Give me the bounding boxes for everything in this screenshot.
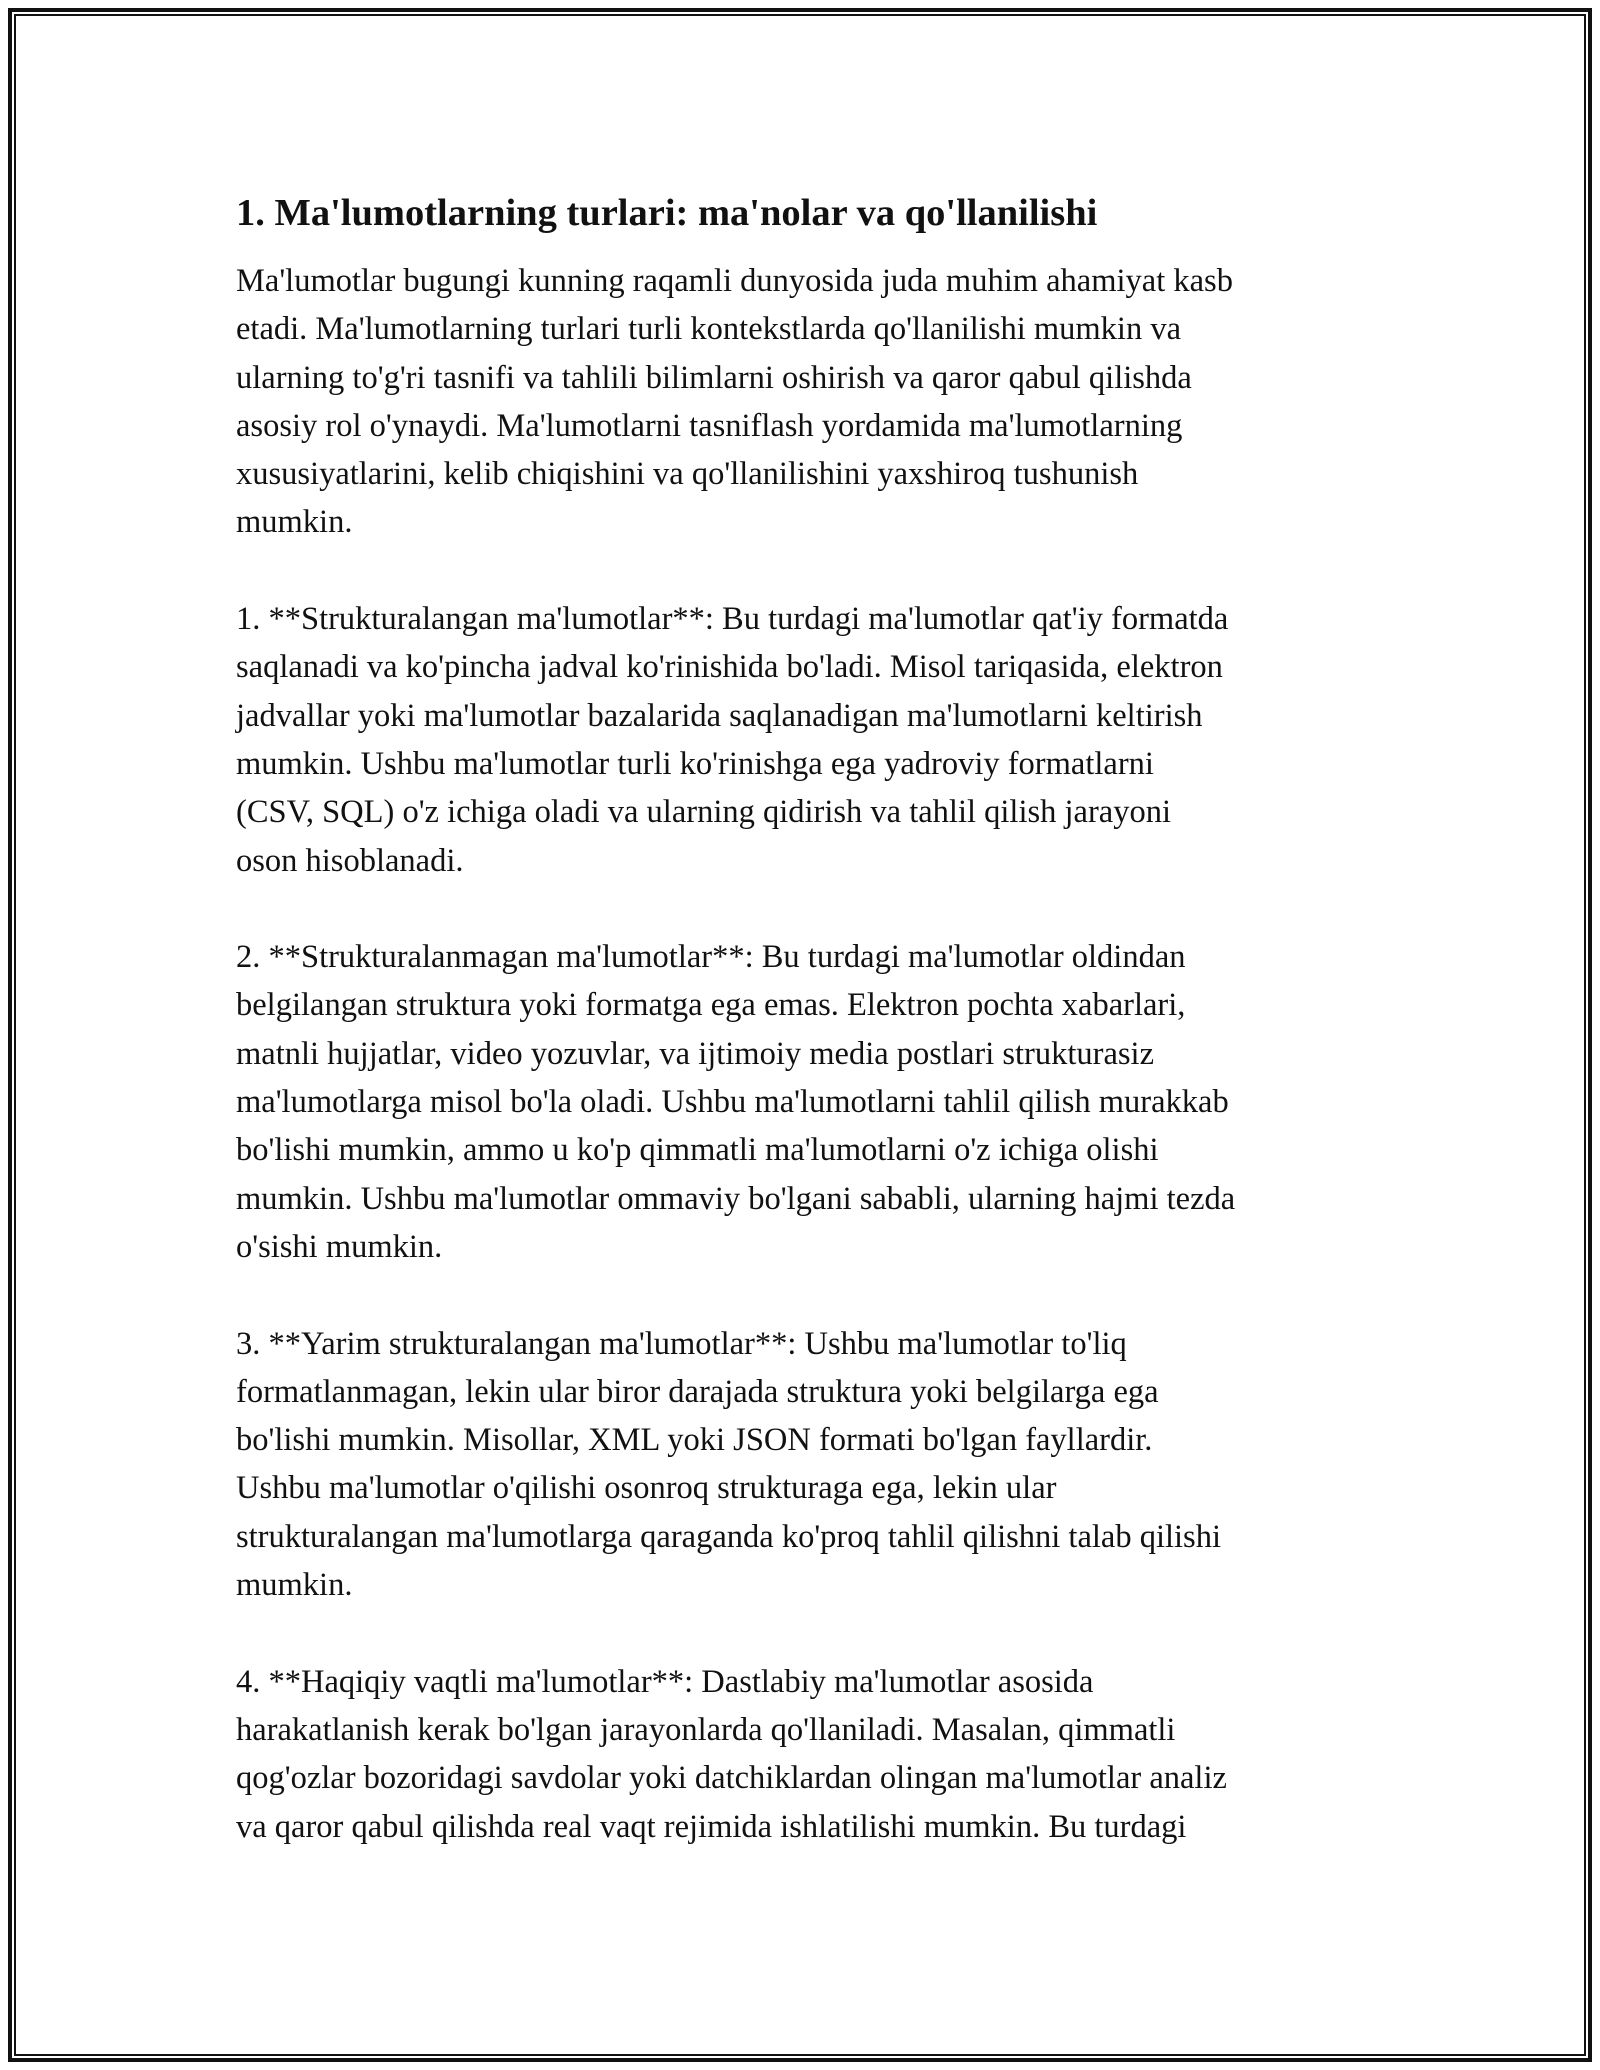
text-line: mumkin. xyxy=(236,1567,353,1604)
text-line: bo'lishi mumkin. Misollar, XML yoki JSON formati bo'lgan fayllardir. xyxy=(236,1422,1153,1459)
text-line: o'sishi mumkin. xyxy=(236,1228,443,1265)
text-line: saqlanadi va ko'pincha jadval ko'rinishida bo'ladi. Misol tariqasida, elektron xyxy=(236,649,1223,686)
document-body xyxy=(236,185,1376,1899)
text-line: etadi. Ma'lumotlarning turlari turli kontekstlarda qo'llanilishi mumkin va xyxy=(236,311,1182,348)
paragraph-semi-structured-data xyxy=(236,1320,1376,1610)
text-line: jadvallar yoki ma'lumotlar bazalarida saqlanadigan ma'lumotlarni keltirish xyxy=(236,697,1203,734)
paragraph-unstructured-data xyxy=(236,933,1376,1271)
paragraph-real-time-data xyxy=(236,1658,1376,1851)
text-line: 4. **Haqiqiy vaqtli ma'lumotlar**: Dastlabiy ma'lumotlar asosida xyxy=(236,1663,1094,1700)
paragraph-intro xyxy=(236,257,1376,547)
text-line: xususiyatlarini, kelib chiqishini va qo'llanilishini yaxshiroq tushunish xyxy=(236,456,1139,493)
text-line: (CSV, SQL) o'z ichiga oladi va ularning qidirish va tahlil qilish jarayoni xyxy=(236,794,1171,831)
text-line: matnli hujjatlar, video yozuvlar, va ijtimoiy media postlari strukturasiz xyxy=(236,1035,1155,1072)
paragraph-structured-data xyxy=(236,595,1376,885)
text-line: ma'lumotlarga misol bo'la oladi. Ushbu ma'lumotlarni tahlil qilish murakkab xyxy=(236,1084,1229,1121)
text-line: asosiy rol o'ynaydi. Ma'lumotlarni tasniflash yordamida ma'lumotlarning xyxy=(236,407,1183,444)
text-line: belgilangan struktura yoki formatga ega emas. Elektron pochta xabarlari, xyxy=(236,987,1186,1024)
text-line: qog'ozlar bozoridagi savdolar yoki datchiklardan olingan ma'lumotlar analiz xyxy=(236,1760,1227,1797)
text-line: formatlanmagan, lekin ular biror darajada struktura yoki belgilarga ega xyxy=(236,1373,1159,1410)
text-line: va qaror qabul qilishda real vaqt rejimida ishlatilishi mumkin. Bu turdagi xyxy=(236,1808,1187,1845)
text-line: Ushbu ma'lumotlar o'qilishi osonroq strukturaga ega, lekin ular xyxy=(236,1470,1057,1507)
page-title: 1. Ma'lumotlarning turlari: ma'nolar va qo'llanilishi xyxy=(236,192,1098,234)
text-line: 2. **Strukturalanmagan ma'lumotlar**: Bu turdagi ma'lumotlar oldindan xyxy=(236,939,1186,976)
text-line: bo'lishi mumkin, ammo u ko'p qimmatli ma'lumotlarni o'z ichiga olishi xyxy=(236,1132,1159,1169)
text-line: strukturalangan ma'lumotlarga qaraganda ko'proq tahlil qilishni talab qilishi xyxy=(236,1518,1221,1555)
text-line: harakatlanish kerak bo'lgan jarayonlarda qo'llaniladi. Masalan, qimmatli xyxy=(236,1711,1176,1748)
text-line: Ma'lumotlar bugungi kunning raqamli dunyosida juda muhim ahamiyat kasb xyxy=(236,263,1233,299)
text-line: 1. **Strukturalangan ma'lumotlar**: Bu turdagi ma'lumotlar qat'iy formatda xyxy=(236,601,1229,638)
text-line: mumkin. Ushbu ma'lumotlar ommaviy bo'lgani sababli, ularning hajmi tezda xyxy=(236,1180,1236,1217)
text-line: oson hisoblanadi. xyxy=(236,842,464,879)
text-line: mumkin. xyxy=(236,504,353,541)
text-line: mumkin. Ushbu ma'lumotlar turli ko'rinishga ega yadroviy formatlarni xyxy=(236,745,1154,782)
text-line: 3. **Yarim strukturalangan ma'lumotlar**: Ushbu ma'lumotlar to'liq xyxy=(236,1325,1127,1362)
text-line: ularning to'g'ri tasnifi va tahlili bilimlarni oshirish va qaror qabul qilishda xyxy=(236,359,1192,396)
